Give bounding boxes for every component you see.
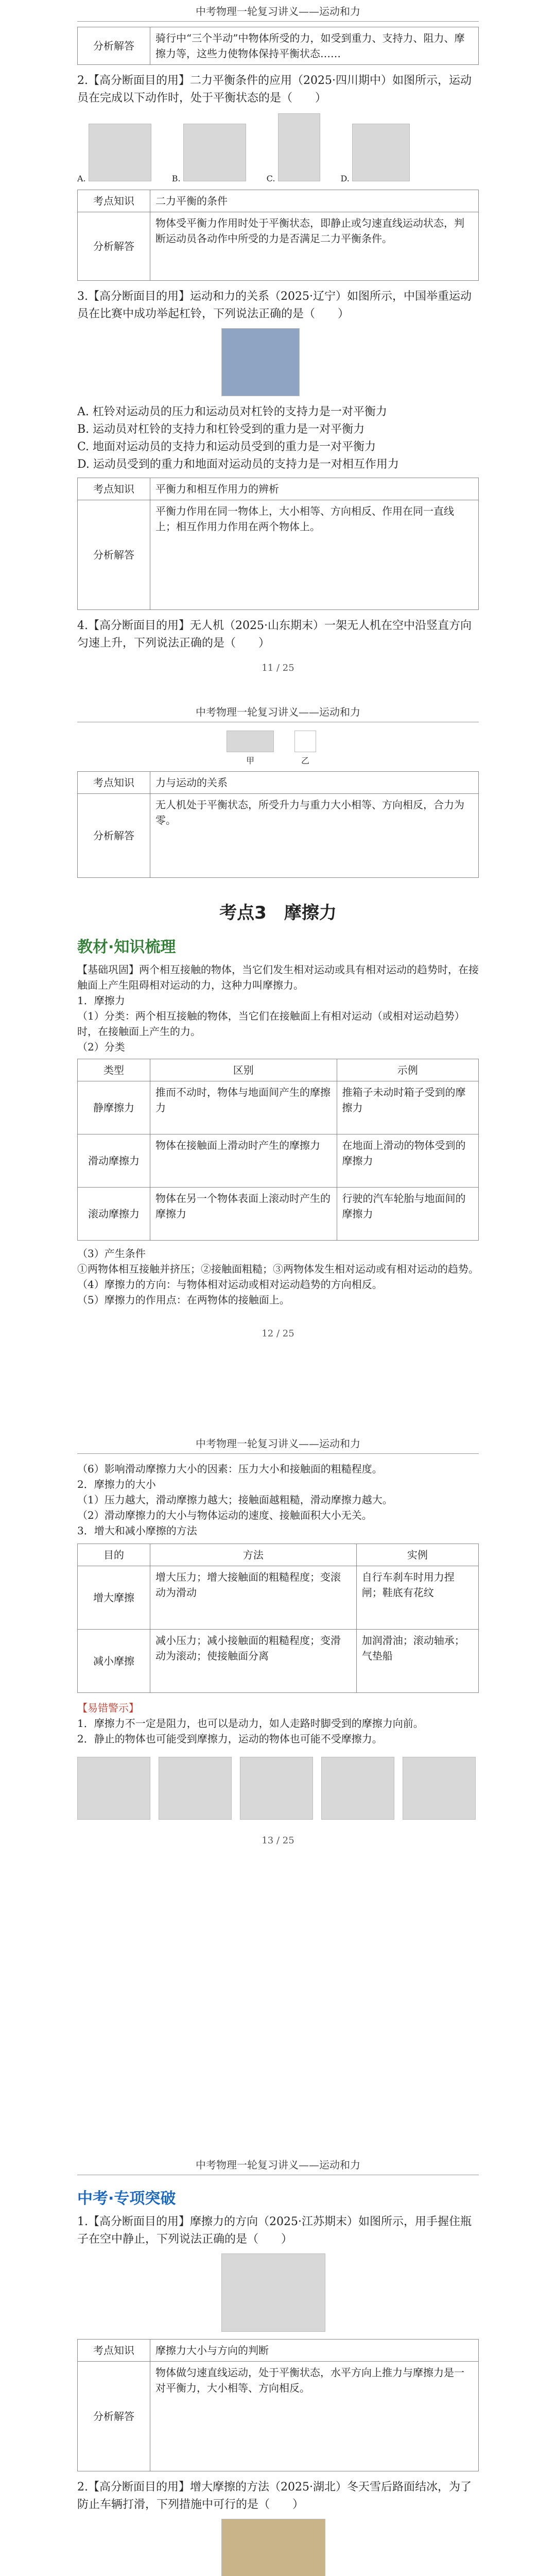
page-footer: 11 / 25 [262, 663, 294, 673]
ex-text: 物体受平衡力作用时处于平衡状态，即静止或匀速直线运动状态，判断运动员各动作中所受的力是否满足二力平衡条件。 [150, 212, 479, 281]
hand-bottle-image [221, 2253, 325, 2332]
col-header: 类型 [78, 1059, 150, 1081]
paragraph: ①两物体相互接触并挤压；②接触面粗糙；③两物体发生相对运动或有相对运动的趋势。 [77, 1263, 479, 1275]
table-row: 滚动摩擦力 物体在另一个物体表面上滚动时产生的摩擦力 行驶的汽车轮胎与地面间的摩擦力 [78, 1188, 479, 1241]
col-header: 示例 [337, 1059, 479, 1081]
q3-option-a[interactable]: A. 杠铃对运动员的压力和运动员对杠铃的支持力是一对平衡力 [77, 405, 387, 418]
page-11 [0, 0, 556, 673]
q3-option-d[interactable]: D. 运动员受到的重力和地面对运动员的支持力是一对相互作用力 [77, 458, 399, 471]
kb-label: 考点知识 [78, 478, 150, 500]
paragraph: 1．摩擦力 [77, 994, 125, 1007]
road-image [221, 2519, 325, 2576]
table-row: 滑动摩擦力 物体在接触面上滑动时产生的摩擦力 在地面上滑动的物体受到的摩擦力 [78, 1134, 479, 1188]
option-c[interactable]: C. [267, 113, 320, 183]
q1-image-wrap [221, 2253, 556, 2334]
table-row: 增大摩擦 增大压力；增大接触面的粗糙程度；变滚动为滑动 自行车刹车时用力捏闸；鞋底有花纹 [78, 1566, 479, 1630]
gymnast-b-image [183, 124, 246, 181]
photo-1 [77, 1757, 150, 1820]
kb-text: 平衡力和相互作用力的辨析 [150, 478, 479, 500]
drone-fig-b: 乙 [294, 731, 316, 766]
page-header: 中考物理一轮复习讲义——运动和力 [77, 1432, 479, 1454]
page-header: 中考物理一轮复习讲义——运动和力 [77, 701, 479, 722]
photo-3 [240, 1757, 313, 1820]
paragraph: 3．增大和减小摩擦的方法 [77, 1524, 197, 1537]
ex-label: 分析解答 [78, 500, 150, 610]
q3-option-c[interactable]: C. 地面对运动员的支持力和运动员受到的重力是一对平衡力 [77, 440, 376, 453]
exam-q1-analysis-table: 考点知识 摩擦力大小与方向的判断 分析解答 物体做匀速直线运动，处于平衡状态，水平方向上推力与摩擦力是一对平衡力，大小相等、方向相反。 [77, 2339, 479, 2471]
page-13 [0, 1432, 556, 1846]
paragraph: 【基础巩固】两个相互接触的物体，当它们发生相对运动或具有相对运动的趋势时，在接触面上产生阻碍相对运动的力，这种力叫摩擦力。 [77, 963, 479, 991]
paragraph: （1）分类：两个相互接触的物体，当它们在接触面上有相对运动（或相对运动趋势）时，在接触面上产生的力。 [77, 1010, 465, 1038]
drone-figure [227, 731, 556, 766]
paragraph: （3）产生条件 [77, 1247, 146, 1260]
page-header: 中考物理一轮复习讲义——运动和力 [77, 2154, 479, 2175]
question-4-stem: 4.【高分断面目的用】无人机（2025·山东期末）一架无人机在空中沿竖直方向匀速上升，下列说法正确的是（ ） [77, 619, 472, 650]
method-table: 目的 方法 实例 增大摩擦 增大压力；增大接触面的粗糙程度；变滚动为滑动 自行车刹车时用力捏闸；鞋底有花纹 减小摩擦 减小压力；减小接触面的粗糙程度；变滑动为滚动；使接触面分离 加润滑油；滚动轴承；气垫船 [77, 1544, 479, 1693]
q2-image-wrap [221, 2519, 556, 2576]
q2-analysis-table [77, 190, 479, 281]
question-2-stem: 2.【高分断面目的用】二力平衡条件的应用（2025·四川期中）如图所示，运动员在完成以下动作时，处于平衡状态的是（ ） [77, 74, 472, 105]
tip-title: 【易错警示】 [77, 1702, 139, 1714]
page-header: 中考物理一轮复习讲义——运动和力 [77, 0, 479, 22]
q4-analysis-table [77, 771, 479, 878]
table-cell: 骑行中“三个半动”中物体所受的力，如受到重力、支持力、阻力、摩擦力等，这些力使物体保持平衡状态…… [150, 27, 479, 65]
exam-question-2: 2.【高分断面目的用】增大摩擦的方法（2025·湖北）冬天雪后路面结冰，为了防止车辆打滑，下列措施中可行的是（ ） [77, 2481, 472, 2511]
paragraph: （2）分类 [77, 1041, 125, 1053]
kb-label: 考点知识 [78, 772, 150, 794]
exam-banner: 中考·专项突破 [77, 2190, 176, 2208]
example-photos [77, 1757, 479, 1820]
kb-text: 力与运动的关系 [150, 772, 479, 794]
option-d[interactable]: D. [341, 124, 410, 183]
friction-type-table [77, 1059, 479, 1241]
paragraph: 2．静止的物体也可能受到摩擦力，运动的物体也可能不受摩擦力。 [77, 1733, 383, 1745]
q3-analysis-table [77, 478, 479, 610]
section-title: 考点3 摩擦力 [219, 903, 337, 923]
page-footer: 12 / 25 [262, 1328, 294, 1339]
ex-text: 平衡力作用在同一物体上，大小相等、方向相反、作用在同一直线上；相互作用力作用在两个物体上。 [150, 500, 479, 610]
drone-fig-a: 甲 [227, 731, 274, 766]
gymnast-d-image [352, 124, 410, 181]
section-banner: 教材·知识梳理 [77, 938, 176, 956]
weightlifter-image [221, 328, 300, 396]
question-3-stem: 3.【高分断面目的用】运动和力的关系（2025·辽宁）如图所示，中国举重运动员在比赛中成功举起杠铃，下列说法正确的是（ ） [77, 290, 472, 320]
photo-4 [321, 1757, 394, 1820]
table-label: 分析解答 [78, 27, 150, 65]
gymnast-c-image [278, 113, 320, 181]
kb-label: 考点知识 [78, 190, 150, 212]
ex-label: 分析解答 [78, 212, 150, 281]
table-row: 减小摩擦 减小压力；减小接触面的粗糙程度；变滑动为滚动；使接触面分离 加润滑油；滚动轴承；气垫船 [78, 1630, 479, 1693]
kb-text: 二力平衡的条件 [150, 190, 479, 212]
option-a[interactable]: A. [77, 124, 151, 183]
ex-label: 分析解答 [78, 794, 150, 878]
photo-2 [159, 1757, 232, 1820]
paragraph: （5）摩擦力的作用点：在两物体的接触面上。 [77, 1294, 290, 1306]
gymnast-a-image [89, 124, 151, 181]
q3-option-b[interactable]: B. 运动员对杠铃的支持力和杠铃受到的重力是一对平衡力 [77, 423, 365, 436]
page-footer: 13 / 25 [262, 1835, 294, 1846]
paragraph: （4）摩擦力的方向：与物体相对运动或相对运动趋势的方向相反。 [77, 1278, 383, 1291]
col-header: 区别 [150, 1059, 337, 1081]
paragraph: 1．摩擦力不一定是阻力，也可以是动力，如人走路时脚受到的摩擦力向前。 [77, 1717, 424, 1730]
paragraph: （6）影响滑动摩擦力大小的因素：压力大小和接触面的粗糙程度。 [77, 1463, 383, 1475]
force-diagram [294, 731, 316, 752]
photo-5 [403, 1757, 476, 1820]
paragraph: （1）压力越大，滑动摩擦力越大；接触面越粗糙，滑动摩擦力越大。 [77, 1494, 393, 1506]
exam-question-1: 1.【高分断面目的用】摩擦力的方向（2025·江苏期末）如图所示，用手握住瓶子在空中静止，下列说法正确的是（ ） [77, 2215, 472, 2246]
paragraph: （2）滑动摩擦力的大小与物体运动的速度、接触面积大小无关。 [77, 1509, 372, 1521]
q2-option-images [77, 113, 479, 183]
option-b[interactable]: B. [172, 124, 246, 183]
knowledge-table [77, 27, 479, 65]
page-12 [0, 701, 556, 1339]
ex-text: 无人机处于平衡状态，所受升力与重力大小相等、方向相反，合力为零。 [150, 794, 479, 878]
drone-image [227, 731, 274, 752]
page-14 [0, 2154, 556, 2576]
weightlifter-image-wrap [221, 328, 556, 398]
paragraph: 2．摩擦力的大小 [77, 1478, 156, 1490]
table-row: 静摩擦力 推而不动时，物体与地面间产生的摩擦力 推箱子未动时箱子受到的摩擦力 [78, 1081, 479, 1134]
